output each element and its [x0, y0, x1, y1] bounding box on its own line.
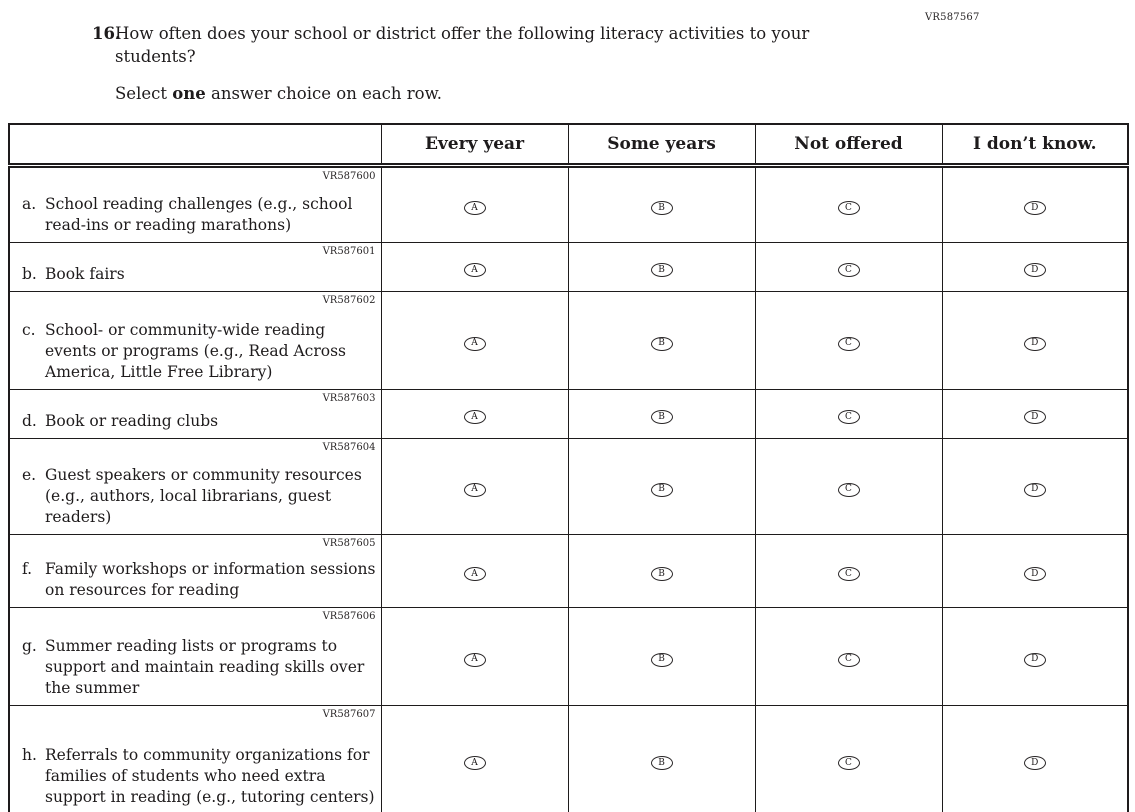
answer-bubble-c[interactable]: C — [838, 567, 860, 581]
option-cell-some-years — [568, 706, 755, 812]
option-cell-some-years — [568, 608, 755, 706]
answer-bubble-c[interactable]: C — [838, 653, 860, 667]
row-vr-code: VR587606 — [322, 611, 376, 622]
option-cell-not-offered — [755, 608, 942, 706]
row-letter: d. — [22, 412, 37, 430]
row-text: Summer reading lists or programs to support and maintain reading skills over the summer — [45, 637, 365, 697]
option-cell-every-year — [381, 292, 568, 390]
activity-cell — [9, 706, 381, 812]
option-cell-some-years — [568, 243, 755, 292]
answer-bubble-a[interactable]: A — [464, 263, 486, 277]
row-text: Book fairs — [45, 265, 125, 283]
answer-bubble-d[interactable]: D — [1024, 483, 1046, 497]
question-number: 16. — [92, 24, 121, 43]
option-cell-not-offered — [755, 535, 942, 608]
option-cell-i-dont-know — [942, 243, 1128, 292]
table-row-g — [9, 608, 1128, 706]
option-cell-every-year — [381, 535, 568, 608]
activity-cell — [9, 608, 381, 706]
row-label — [10, 319, 381, 389]
row-letter: g. — [22, 637, 37, 655]
column-header-i-dont-know: I don’t know. — [942, 124, 1128, 166]
row-label — [10, 410, 381, 438]
table-row-d — [9, 390, 1128, 439]
answer-bubble-c[interactable]: C — [838, 410, 860, 424]
column-header-every-year: Every year — [381, 124, 568, 166]
option-cell-every-year — [381, 166, 568, 243]
row-vr-code: VR587602 — [322, 295, 376, 306]
table-row-h — [9, 706, 1128, 812]
option-cell-not-offered — [755, 390, 942, 439]
select-instruction — [115, 82, 860, 105]
activity-cell — [9, 243, 381, 292]
row-label — [10, 263, 381, 291]
answer-bubble-a[interactable]: A — [464, 410, 486, 424]
option-cell-every-year — [381, 706, 568, 812]
row-letter: e. — [22, 466, 37, 484]
option-cell-not-offered — [755, 439, 942, 535]
option-cell-some-years — [568, 292, 755, 390]
option-cell-every-year — [381, 390, 568, 439]
row-text: Referrals to community organizations for families of students who need extra support in reading (e.g., tutoring centers) — [45, 746, 375, 806]
answer-bubble-b[interactable]: B — [651, 653, 673, 667]
table-row-e — [9, 439, 1128, 535]
answer-bubble-d[interactable]: D — [1024, 201, 1046, 215]
row-label — [10, 193, 381, 242]
row-letter: f. — [22, 560, 33, 578]
activity-cell — [9, 166, 381, 243]
option-cell-some-years — [568, 166, 755, 243]
answer-bubble-c[interactable]: C — [838, 201, 860, 215]
answer-bubble-c[interactable]: C — [838, 756, 860, 770]
answer-bubble-b[interactable]: B — [651, 337, 673, 351]
page-vr-code: VR587567 — [925, 12, 980, 23]
select-instruction-prefix: Select — [115, 84, 173, 103]
row-text: School reading challenges (e.g., school read-ins or reading marathons) — [45, 195, 353, 234]
header-empty-cell — [9, 124, 381, 166]
row-label — [10, 558, 381, 607]
answer-bubble-b[interactable]: B — [651, 483, 673, 497]
option-cell-every-year — [381, 608, 568, 706]
option-cell-not-offered — [755, 243, 942, 292]
literacy-activities-table — [8, 123, 1129, 812]
row-letter: b. — [22, 265, 37, 283]
answer-bubble-d[interactable]: D — [1024, 263, 1046, 277]
option-cell-i-dont-know — [942, 292, 1128, 390]
row-vr-code: VR587601 — [322, 246, 376, 257]
column-header-not-offered: Not offered — [755, 124, 942, 166]
answer-bubble-d[interactable]: D — [1024, 337, 1046, 351]
row-text: School- or community-wide reading events or programs (e.g., Read Across America, Little Free Library) — [45, 321, 346, 381]
answer-bubble-b[interactable]: B — [651, 567, 673, 581]
table-header-row — [9, 124, 1128, 166]
column-header-some-years: Some years — [568, 124, 755, 166]
option-cell-i-dont-know — [942, 390, 1128, 439]
answer-bubble-d[interactable]: D — [1024, 567, 1046, 581]
row-text: Guest speakers or community resources (e.g., authors, local librarians, guest readers) — [45, 466, 362, 526]
answer-bubble-a[interactable]: A — [464, 337, 486, 351]
option-cell-some-years — [568, 535, 755, 608]
table-row-b — [9, 243, 1128, 292]
answer-bubble-b[interactable]: B — [651, 410, 673, 424]
answer-bubble-a[interactable]: A — [464, 483, 486, 497]
answer-bubble-a[interactable]: A — [464, 201, 486, 215]
row-label — [10, 635, 381, 705]
row-vr-code: VR587605 — [322, 538, 376, 549]
answer-bubble-a[interactable]: A — [464, 653, 486, 667]
option-cell-not-offered — [755, 166, 942, 243]
question-block — [92, 22, 872, 105]
option-cell-i-dont-know — [942, 166, 1128, 243]
question-text: How often does your school or district offer the following literacy activities to your students? — [115, 24, 810, 66]
table-row-a — [9, 166, 1128, 243]
row-text: Family workshops or information sessions on resources for reading — [45, 560, 376, 599]
answer-bubble-d[interactable]: D — [1024, 653, 1046, 667]
row-text: Book or reading clubs — [45, 412, 219, 430]
row-letter: c. — [22, 321, 36, 339]
table-row-c — [9, 292, 1128, 390]
table-row-f — [9, 535, 1128, 608]
activity-cell — [9, 535, 381, 608]
select-instruction-bold: one — [172, 84, 206, 103]
activity-cell — [9, 390, 381, 439]
answer-bubble-a[interactable]: A — [464, 567, 486, 581]
answer-bubble-c[interactable]: C — [838, 483, 860, 497]
option-cell-every-year — [381, 439, 568, 535]
answer-bubble-c[interactable]: C — [838, 263, 860, 277]
activity-cell — [9, 292, 381, 390]
answer-bubble-d[interactable]: D — [1024, 410, 1046, 424]
option-cell-i-dont-know — [942, 706, 1128, 812]
row-label — [10, 464, 381, 534]
row-vr-code: VR587607 — [322, 709, 376, 720]
row-vr-code: VR587603 — [322, 393, 376, 404]
option-cell-i-dont-know — [942, 439, 1128, 535]
answer-bubble-c[interactable]: C — [838, 337, 860, 351]
option-cell-some-years — [568, 439, 755, 535]
option-cell-i-dont-know — [942, 608, 1128, 706]
row-vr-code: VR587600 — [322, 171, 376, 182]
answer-bubble-a[interactable]: A — [464, 756, 486, 770]
option-cell-i-dont-know — [942, 535, 1128, 608]
row-label — [10, 744, 381, 812]
option-cell-not-offered — [755, 706, 942, 812]
row-letter: h. — [22, 746, 37, 764]
answer-bubble-d[interactable]: D — [1024, 756, 1046, 770]
option-cell-some-years — [568, 390, 755, 439]
option-cell-not-offered — [755, 292, 942, 390]
row-letter: a. — [22, 195, 37, 213]
option-cell-every-year — [381, 243, 568, 292]
select-instruction-suffix: answer choice on each row. — [205, 84, 443, 103]
answer-bubble-b[interactable]: B — [651, 756, 673, 770]
answer-bubble-b[interactable]: B — [651, 201, 673, 215]
row-vr-code: VR587604 — [322, 442, 376, 453]
activity-cell — [9, 439, 381, 535]
answer-bubble-b[interactable]: B — [651, 263, 673, 277]
